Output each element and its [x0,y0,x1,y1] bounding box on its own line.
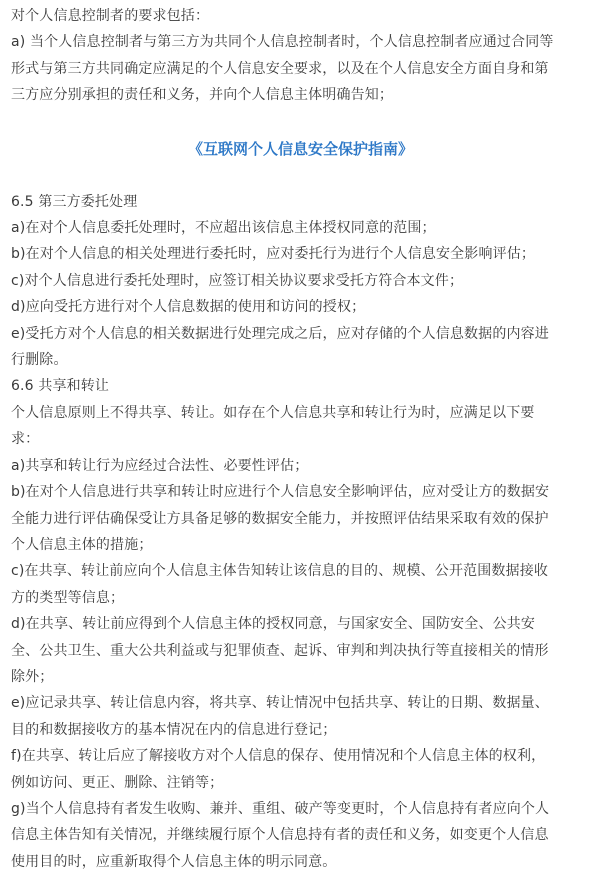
list-item: e)受托方对个人信息的相关数据进行处理完成之后，应对存储的个人信息数据的内容进 [11,325,549,342]
intro-line: 对个人信息控制者的要求包括： [11,8,210,24]
list-item: b)在对个人信息的相关处理进行委托时，应对委托行为进行个人信息安全影响评估； [11,246,536,263]
intro-line: 形式与第三方共同确定应满足的个人信息安全要求，以及在个人信息安全方面自身和第 [11,60,549,77]
intro-line: 三方应分别承担的责任和义务，并向个人信息主体明确告知； [11,87,394,104]
list-item: e)应记录共享、转让信息内容，将共享、转让情况中包括共享、转让的日期、数据量、 [11,695,549,712]
list-item: a)共享和转让行为应经过合法性、必要性评估； [11,457,309,474]
list-item: f)在共享、转让后应了解接收方对个人信息的保存、使用情况和个人信息主体的权利， [11,748,546,765]
intro-line: a) 当个人信息控制者与第三方为共同个人信息控制者时，个人信息控制者应通过合同等 [11,34,554,51]
list-item: 全能力进行评估确保受让方具备足够的数据安全能力，并按照评估结果采取有效的保护 [11,510,549,527]
list-item: g)当个人信息持有者发生收购、兼并、重组、破产等变更时，个人信息持有者应向个人 [11,800,550,817]
section-6-5 [11,189,590,374]
list-item: 个人信息主体的措施； [11,536,153,553]
list-item: 目的和数据接收方的基本情况在内的信息进行登记； [11,721,337,738]
section-6-6 [11,373,590,875]
section-heading: 6.6 共享和转让 [11,378,110,395]
list-item: 使用目的时，应重新取得个人信息主体的明示同意。 [11,853,337,870]
list-item: 例如访问、更正、删除、注销等； [11,774,224,791]
list-item: 方的类型等信息； [11,589,125,606]
list-item: 全、公共卫生、重大公共利益或与犯罪侦查、起诉、审判和判决执行等直接相关的情形 [11,642,549,659]
list-item: 行删除。 [11,352,68,369]
list-item: a)在对个人信息委托处理时，不应超出该信息主体授权同意的范围； [11,220,436,237]
list-item: b)在对个人信息进行共享和转让时应进行个人信息安全影响评估，应对受让方的数据安 [11,484,550,501]
guide-title: 《互联网个人信息安全保护指南》 [187,139,413,158]
list-item: 求： [11,431,40,448]
list-item: 个人信息原则上不得共享、转让。如存在个人信息共享和转让行为时，应满足以下要 [11,404,535,421]
list-item: 除外； [11,668,54,685]
section-heading: 6.5 第三方委托处理 [11,193,138,210]
list-item: d)在共享、转让前应得到个人信息主体的授权同意，与国家安全、国防安全、公共安 [11,616,536,633]
list-item: d)应向受托方进行对个人信息数据的使用和访问的授权； [11,299,366,316]
list-item: c)对个人信息进行委托处理时，应签订相关协议要求受托方符合本文件； [11,272,464,289]
intro-block [11,3,590,109]
list-item: 信息主体告知有关情况，并继续履行原个人信息持有者的责任和义务，如变更个人信息 [11,827,549,844]
list-item: c)在共享、转让前应向个人信息主体告知转让该信息的目的、规模、公开范围数据接收 [11,563,549,580]
